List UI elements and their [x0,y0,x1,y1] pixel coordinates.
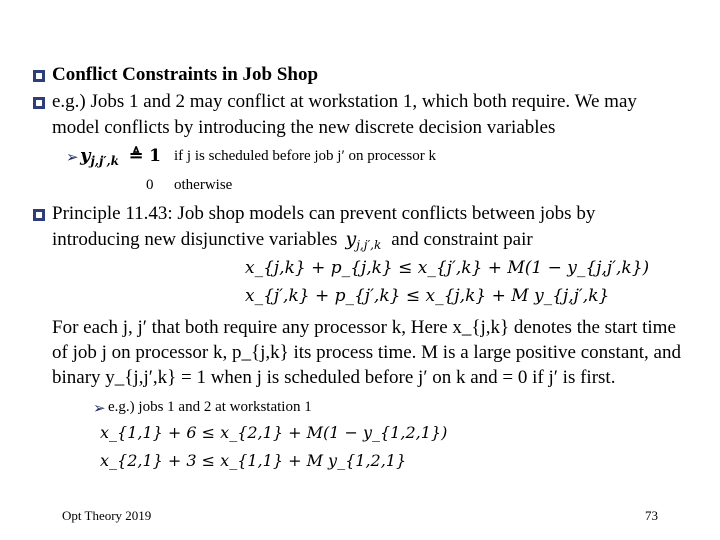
bullet-icon [33,209,45,221]
explanation-line3: binary y_{j,j′,k} = 1 when j is scheduled before j′ on k and = 0 if j′ is first. [52,367,616,388]
constraint-2: x_{j′,k} + p_{j′,k} ≤ x_{j,k} + M y_{j,j′,k} [245,286,610,306]
bullet-icon [33,97,45,109]
definition-variable: $y_{j,j',k}$ ≜ 1 [80,145,161,169]
constraint-1: x_{j,k} + p_{j,k} ≤ x_{j′,k} + M(1 − y_{j,j′,k}) [245,258,650,278]
explanation-line2: of job j on processor k, p_{j,k} its process time. M is a large positive constant, and [52,342,681,363]
bullet1-line1: e.g.) Jobs 1 and 2 may conflict at workstation 1, which both require. We may [52,91,637,112]
example-label: e.g.) jobs 1 and 2 at workstation 1 [108,399,312,415]
arrow-bullet-icon: ➢ [66,150,79,166]
slide-title: Conflict Constraints in Job Shop [52,64,319,85]
definition-case-1: if j is scheduled before job j′ on processor k [174,148,436,164]
footer-course: Opt Theory 2019 [62,508,152,523]
explanation-line1: For each j, j′ that both require any processor k, Here x_{j,k} denotes the start time [52,317,676,338]
arrow-bullet-icon: ➢ [93,401,106,417]
example-constraint-1: x_{1,1} + 6 ≤ x_{2,1} + M(1 − y_{1,2,1}) [100,423,448,442]
bullet1-line2: model conflicts by introducing the new discrete decision variables [52,117,556,138]
page-number: 73 [645,508,658,523]
example-constraint-2: x_{2,1} + 3 ≤ x_{1,1} + M y_{1,2,1} [100,451,407,470]
title-bullet-icon [33,70,45,82]
principle-line2: introducing new disjunctive variables $y_{j,j',k}$ and constraint pair [52,228,533,253]
principle-line1: Principle 11.43: Job shop models can prevent conflicts between jobs by [52,203,596,224]
definition-case-0: otherwise [174,177,233,193]
definition-zero-value: 0 [146,177,154,193]
